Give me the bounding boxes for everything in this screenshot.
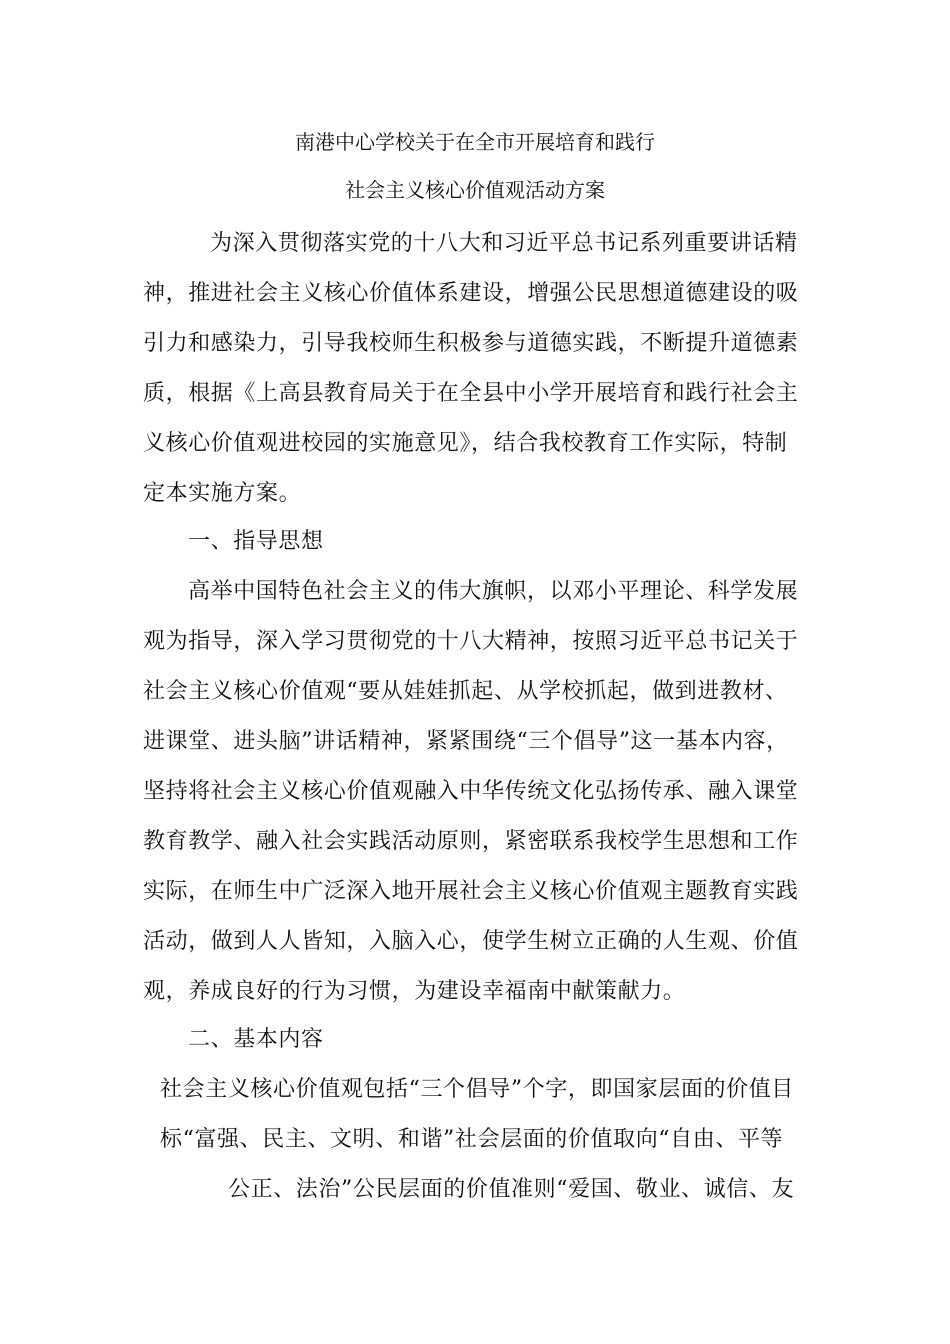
- intro-line: 引力和感染力，引导我校师生积极参与道德实践，不断提升道德素: [143, 331, 799, 356]
- intro-line: 定本实施方案。: [143, 481, 302, 506]
- section-line: 活动，做到人人皆知，入脑入心，使学生树立正确的人生观、价值: [143, 929, 799, 954]
- intro-line: 义核心价值观进校园的实施意见》，结合我校教育工作实际，特制: [143, 431, 788, 456]
- intro-line: 质，根据《上高县教育局关于在全县中小学开展培育和践行社会主: [143, 381, 799, 406]
- section-heading: 二、基本内容: [188, 1027, 324, 1052]
- section-line: 进课堂、进头脑”讲话精神，紧紧围绕“三个倡导”这一基本内容，: [143, 729, 789, 754]
- section-line: 教育教学、融入社会实践活动原则，紧密联系我校学生思想和工作: [143, 829, 799, 854]
- section-heading: 一、指导思想: [188, 529, 324, 554]
- document-title-line-1: 南港中心学校关于在全市开展培育和践行: [295, 130, 655, 154]
- document-title-line-2: 社会主义核心价值观活动方案: [345, 178, 605, 202]
- section-line: 观为指导，深入学习贯彻党的十八大精神，按照习近平总书记关于: [143, 629, 799, 654]
- section-line: 社会主义核心价值观“要从娃娃抓起、从学校抓起，做到进教材、: [143, 679, 788, 704]
- section-line: 社会主义核心价值观包括“三个倡导”个字，即国家层面的价值目: [160, 1077, 794, 1102]
- section-line: 实际，在师生中广泛深入地开展社会主义核心价值观主题教育实践: [143, 879, 799, 904]
- section-line: 公正、法治”公民层面的价值准则“爱国、敬业、诚信、友: [228, 1177, 795, 1202]
- section-line: 高举中国特色社会主义的伟大旗帜，以邓小平理论、科学发展: [188, 579, 799, 604]
- intro-line: 神，推进社会主义核心价值体系建设，增强公民思想道德建设的吸: [143, 281, 799, 306]
- intro-line: 为深入贯彻落实党的十八大和习近平总书记系列重要讲话精: [210, 231, 798, 256]
- section-line: 坚持将社会主义核心价值观融入中华传统文化弘扬传承、融入课堂: [143, 779, 799, 804]
- section-line: 观，养成良好的行为习惯，为建设幸福南中献策献力。: [143, 979, 686, 1004]
- section-line: 标“富强、民主、文明、和谐”社会层面的价值取向“自由、平等: [160, 1127, 784, 1152]
